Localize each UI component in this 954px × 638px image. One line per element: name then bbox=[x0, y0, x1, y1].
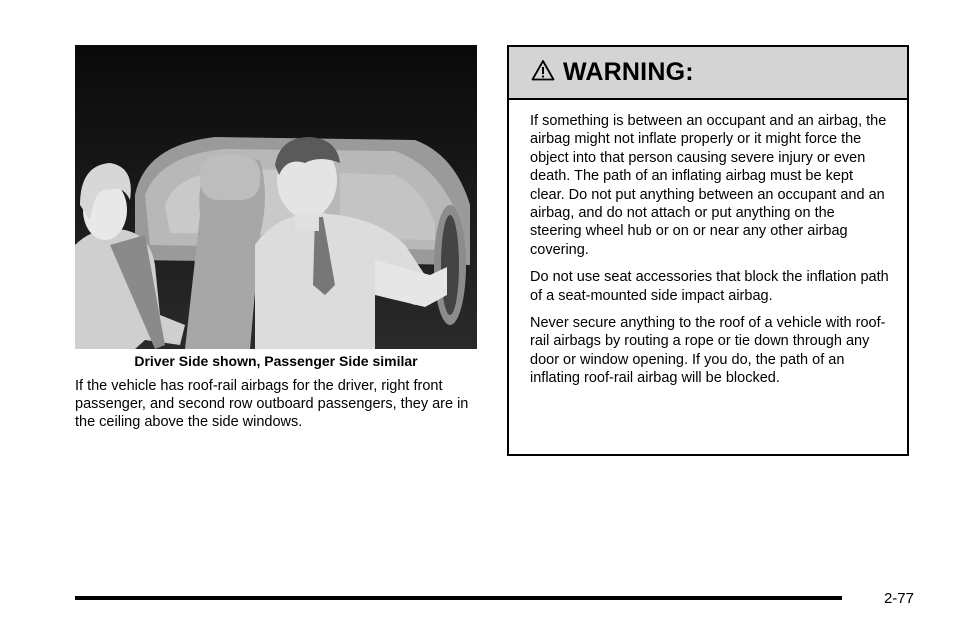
warning-triangle-icon bbox=[531, 59, 555, 86]
roof-rail-airbag-description: If the vehicle has roof-rail airbags for the driver, right front passenger, and second row outboard passengers, they are in the ceiling above the side windows. bbox=[75, 378, 469, 430]
warning-body bbox=[509, 100, 907, 388]
warning-paragraph: Do not use seat accessories that block the inflation path of a seat-mounted side impact airbag. bbox=[530, 269, 889, 304]
warning-title: WARNING: bbox=[563, 58, 694, 86]
warning-paragraph: If something is between an occupant and an airbag, the airbag might not inflate properly or it might force the object into that person causing severe injury or even death. The path of an inflating airbag must be kept clear. Do not put anything between an occupant and an airbag, and do not attach or put anything on the steering wheel hub or on or near any other airbag covering. bbox=[530, 113, 887, 258]
warning-header bbox=[509, 47, 907, 100]
warning-paragraph: Never secure anything to the roof of a vehicle with roof-rail airbags by routing a rope or tie down through any door or window opening. If you do, the path of an inflating roof-rail airbag will be blocked. bbox=[530, 315, 886, 387]
page-number: 2-77 bbox=[883, 590, 914, 607]
airbag-illustration bbox=[75, 45, 477, 349]
warning-box bbox=[507, 45, 909, 456]
footer-rule bbox=[75, 596, 842, 600]
figure-caption: Driver Side shown, Passenger Side similar bbox=[134, 353, 418, 369]
